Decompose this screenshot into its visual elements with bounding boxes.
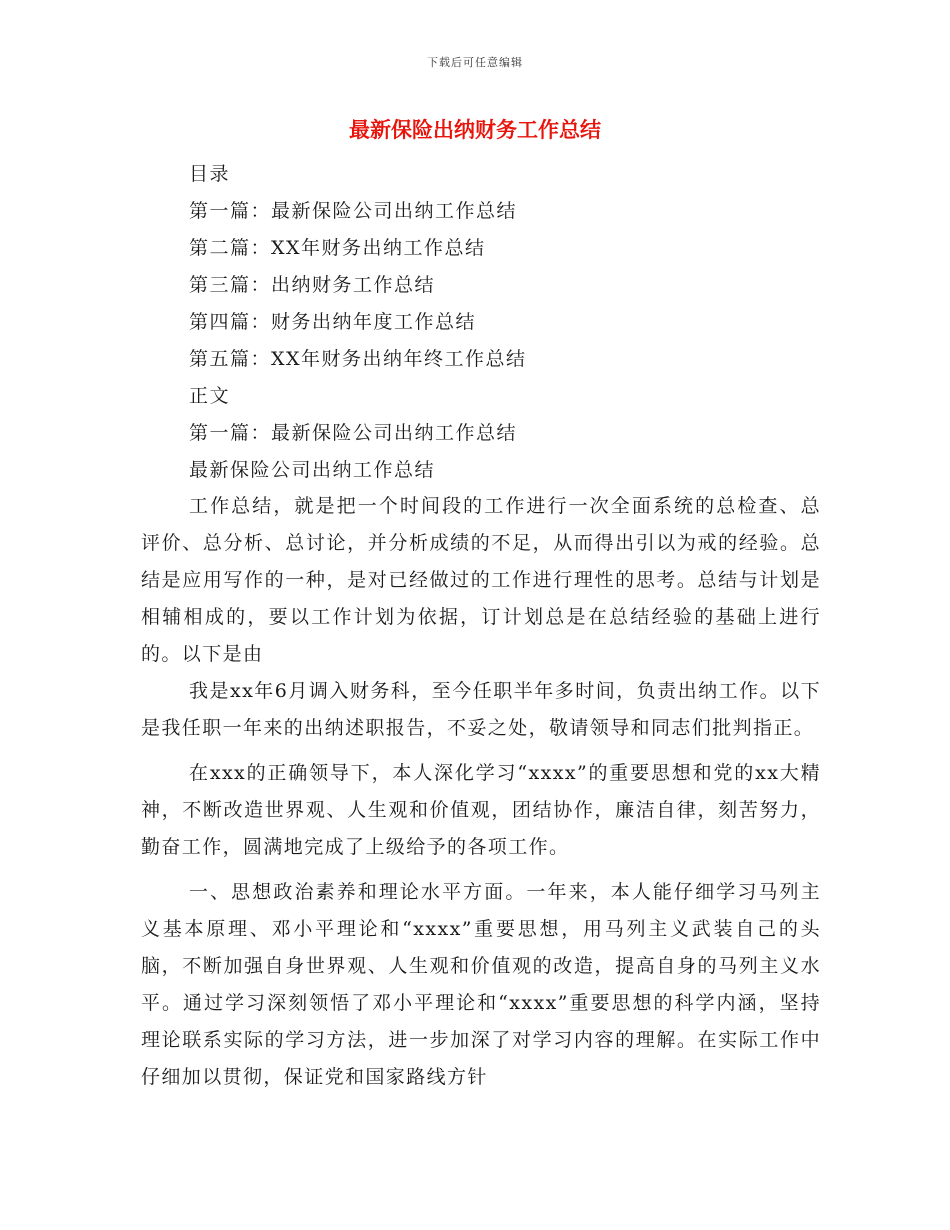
toc-item: 第三篇：出纳财务工作总结 bbox=[189, 274, 436, 296]
toc-item: 第二篇：XX年财务出纳工作总结 bbox=[189, 237, 486, 259]
toc-item: 第一篇：最新保险公司出纳工作总结 bbox=[189, 200, 518, 222]
paragraph: 工作总结，就是把一个时间段的工作进行一次全面系统的总检查、总评价、总分析、总讨论，并分析成绩的不足，从而得出引以为戒的经验。总结是应用写作的一种，是对已经做过的工作进行理性的思考。总结与计划是相辅相成的，要以工作计划为依据，订计划总是在总结经验的基础上进行的。以下是由 bbox=[141, 495, 821, 665]
body-text bbox=[141, 488, 821, 1096]
section-heading: 第一篇：最新保险公司出纳工作总结 bbox=[189, 422, 518, 444]
header-note: 下载后可任意编辑 bbox=[427, 56, 523, 69]
document-title: 最新保险出纳财务工作总结 bbox=[349, 118, 601, 142]
body-heading: 正文 bbox=[189, 385, 231, 407]
toc-item: 第五篇：XX年财务出纳年终工作总结 bbox=[189, 348, 527, 370]
section-title: 最新保险公司出纳工作总结 bbox=[189, 459, 436, 481]
toc-heading: 目录 bbox=[189, 163, 231, 185]
toc-item: 第四篇：财务出纳年度工作总结 bbox=[189, 311, 477, 333]
paragraph: 我是xx年6月调入财务科，至今任职半年多时间，负责出纳工作。以下是我任职一年来的出纳述职报告，不妥之处，敬请领导和同志们批判指正。 bbox=[141, 680, 821, 739]
table-of-contents bbox=[189, 156, 829, 489]
paragraph: 一、思想政治素养和理论水平方面。一年来，本人能仔细学习马列主义基本原理、邓小平理论和“xxxx”重要思想，用马列主义武装自己的头脑，不断加强自身世界观、人生观和价值观的改造，提高自身的马列主义水平。通过学习深刻领悟了邓小平理论和“xxxx”重要思想的科学内涵，坚持理论联系实际的学习方法，进一步加深了对学习内容的理解。在实际工作中仔细加以贯彻，保证党和国家路线方针 bbox=[141, 881, 821, 1088]
paragraph: 在xxx的正确领导下，本人深化学习“xxxx”的重要思想和党的xx大精神，不断改造世界观、人生观和价值观，团结协作，廉洁自律，刻苦努力，勤奋工作，圆满地完成了上级给予的各项工作。 bbox=[141, 762, 821, 858]
